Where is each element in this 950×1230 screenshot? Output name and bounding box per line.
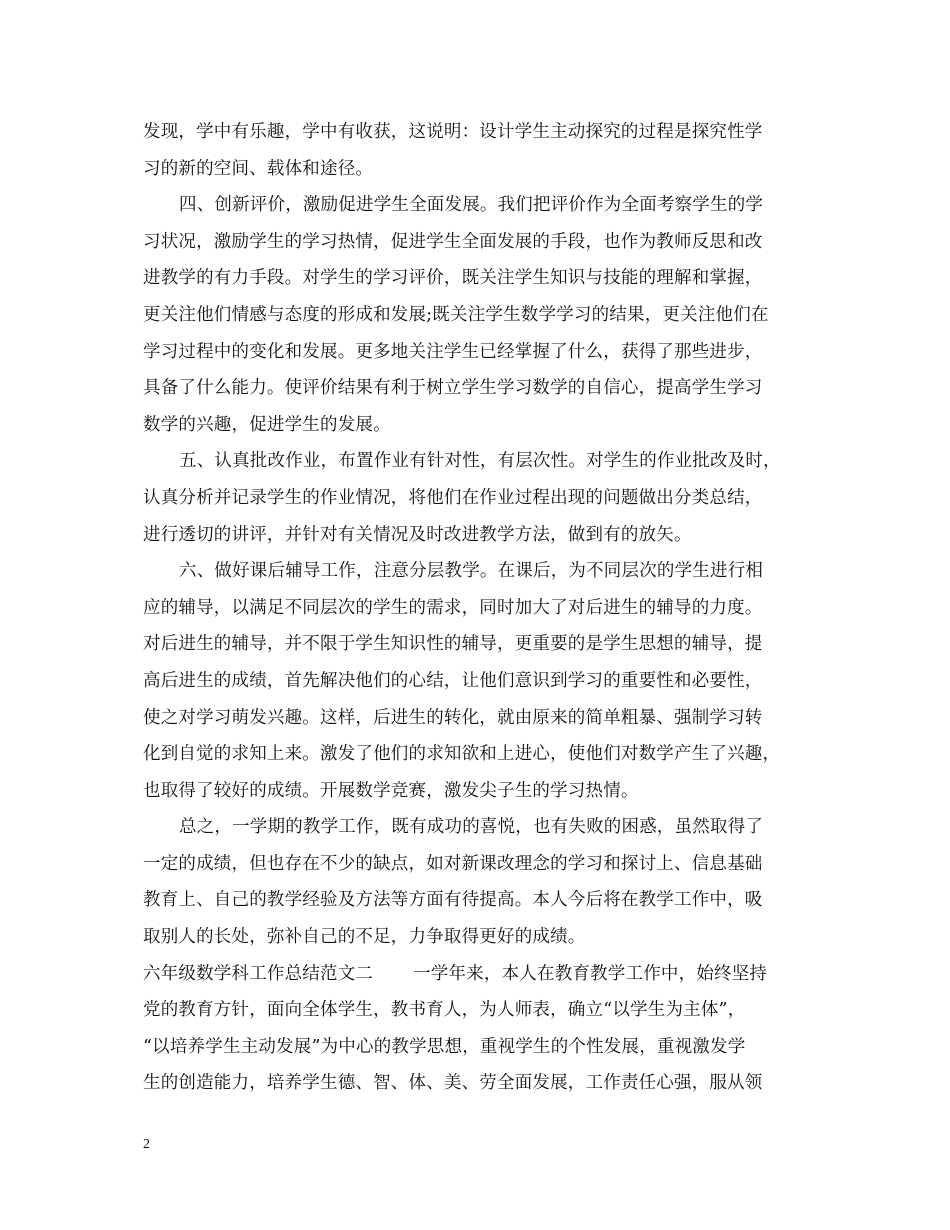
- text-line: 学习过程中的变化和发展。更多地关注学生已经掌握了什么，获得了那些进步，: [143, 341, 763, 362]
- paragraph-start-line: 五、认真批改作业，布置作业有针对性，有层次性。对学生的作业批改及时，: [179, 451, 781, 472]
- section-title: 六年级数学科工作总结范文二: [143, 963, 374, 984]
- text-line: 认真分析并记录学生的作业情况，将他们在作业过程出现的问题做出分类总结，: [143, 487, 763, 508]
- text-line: 对后进生的辅导，并不限于学生知识性的辅导，更重要的是学生思想的辅导，提: [143, 634, 763, 655]
- text-line: 数学的兴趣，促进学生的发展。: [143, 414, 391, 435]
- text-line: 具备了什么能力。使评价结果有利于树立学生学习数学的自信心，提高学生学习: [143, 378, 763, 399]
- paragraph-start-line: 四、创新评价，激励促进学生全面发展。我们把评价作为全面考察学生的学: [179, 195, 764, 216]
- paragraph-start-line: 六、做好课后辅导工作，注意分层教学。在课后，为不同层次的学生进行相: [179, 561, 764, 582]
- section-title-line: [143, 956, 809, 993]
- text-line: 使之对学习萌发兴趣。这样，后进生的转化，就由原来的简单粗暴、强制学习转: [143, 707, 763, 728]
- text-line: 生的创造能力，培养学生德、智、体、美、劳全面发展，工作责任心强，服从领: [143, 1073, 763, 1094]
- text-line: 一定的成绩，但也存在不少的缺点，如对新课改理念的学习和探讨上、信息基础: [143, 853, 763, 874]
- text-line: 应的辅导，以满足不同层次的学生的需求，同时加大了对后进生的辅导的力度。: [143, 597, 763, 618]
- paragraph-start-line: 总之，一学期的教学工作，既有成功的喜悦，也有失败的困惑，虽然取得了: [179, 817, 764, 838]
- section-first-text: 一学年来，本人在教育教学工作中，始终坚持: [413, 963, 768, 984]
- text-line: 取别人的长处，弥补自己的不足，力争取得更好的成绩。: [143, 927, 586, 948]
- page-number: 2: [143, 1137, 150, 1152]
- text-line: 习的新的空间、载体和途径。: [143, 158, 374, 179]
- text-line: 党的教育方针，面向全体学生，教书育人，为人师表，确立“以学生为主体”，: [143, 1000, 746, 1021]
- text-line: “以培养学生主动发展”为中心的教学思想，重视学生的个性发展，重视激发学: [143, 1036, 746, 1057]
- document-body: [143, 114, 809, 1102]
- text-line: 发现，学中有乐趣，学中有收获，这说明：设计学生主动探究的过程是探究性学: [143, 122, 763, 142]
- text-line: 化到自觉的求知上来。激发了他们的求知欲和上进心，使他们对数学产生了兴趣，: [143, 744, 781, 765]
- text-line: 高后进生的成绩，首先解决他们的心结，让他们意识到学习的重要性和必要性，: [143, 670, 763, 691]
- text-line: 习状况，激励学生的学习热情，促进学生全面发展的手段，也作为教师反思和改: [143, 231, 763, 252]
- text-line: 教育上、自己的教学经验及方法等方面有待提高。本人今后将在教学工作中，吸: [143, 890, 763, 911]
- text-line: 进行透切的讲评，并针对有关情况及时改进教学方法，做到有的放矢。: [143, 524, 692, 545]
- text-line: 进教学的有力手段。对学生的学习评价，既关注学生知识与技能的理解和掌握，: [143, 268, 763, 289]
- text-line: 更关注他们情感与态度的形成和发展;既关注学生数学学习的结果，更关注他们在: [143, 304, 769, 325]
- text-line: 也取得了较好的成绩。开展数学竞赛，激发尖子生的学习热情。: [143, 780, 639, 801]
